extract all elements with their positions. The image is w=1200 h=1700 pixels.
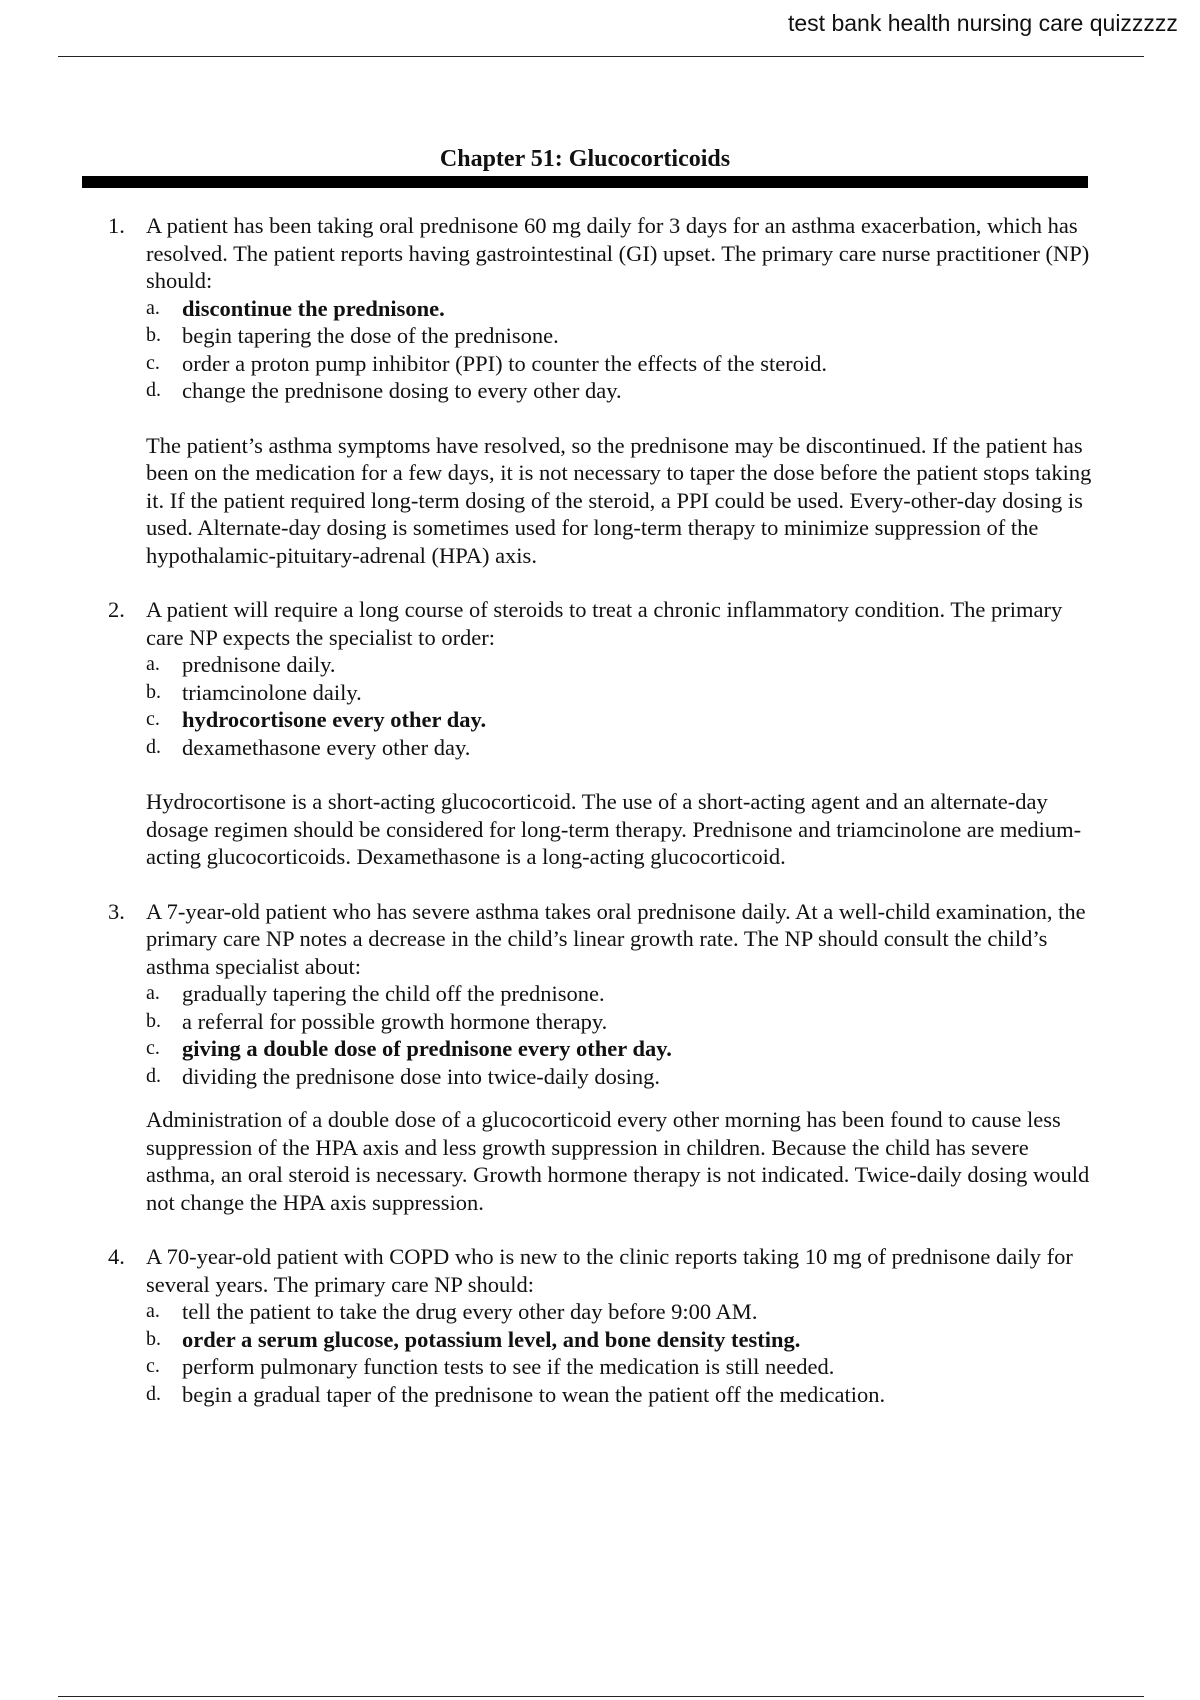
option-letter: d. [146, 735, 161, 758]
chapter-title: Chapter 51: Glucocorticoids [439, 146, 731, 172]
option-d [146, 377, 1098, 405]
option-b [146, 1326, 1098, 1354]
option-c [146, 706, 1098, 734]
option-c [146, 1353, 1098, 1381]
footer-divider [58, 1696, 1144, 1697]
option-d [146, 734, 1098, 762]
option-a [146, 980, 1098, 1008]
option-d [146, 1381, 1098, 1409]
option-b [146, 322, 1098, 350]
option-text: tell the patient to take the drug every other day before 9:00 AM. [182, 1299, 758, 1324]
option-a [146, 651, 1098, 679]
option-letter: c. [146, 1355, 160, 1377]
option-c [146, 350, 1098, 378]
question-text: A patient will require a long course of steroids to treat a chronic inflammatory condition. The primary care NP expects the specialist to order: [146, 597, 1063, 650]
option-text: hydrocortisone every other day. [182, 707, 487, 732]
question-number: 4. [108, 1244, 125, 1269]
option-letter: b. [146, 1009, 161, 1032]
option-d [146, 1063, 1098, 1091]
option-a [146, 295, 1098, 323]
question-stem [108, 898, 1098, 981]
answer-options [108, 1298, 1098, 1408]
question-number: 2. [108, 597, 125, 622]
option-text: begin a gradual taper of the prednisone to wean the patient off the medication. [182, 1381, 886, 1407]
option-text: order a proton pump inhibitor (PPI) to counter the effects of the steroid. [182, 350, 828, 376]
option-letter: d. [146, 1382, 161, 1405]
option-text: dexamethasone every other day. [182, 734, 471, 760]
question-text: A 70-year-old patient with COPD who is new to the clinic reports taking 10 mg of prednisone daily for several years. The primary care NP should: [146, 1244, 1073, 1297]
title-bar [82, 176, 1088, 188]
option-letter: b. [146, 324, 161, 346]
running-header: test bank health nursing care quizzzzz [788, 10, 1178, 36]
answer-options [108, 295, 1098, 405]
option-letter: d. [146, 379, 161, 401]
option-text: a referral for possible growth hormone therapy. [182, 1008, 608, 1034]
question-1 [108, 212, 1098, 569]
rationale: Hydrocortisone is a short-acting glucocorticoid. The use of a short-acting agent and an alternate-day dosage regimen should be considered for long-term therapy. Prednisone and triamcinolone are medium-acting glucocorticoids. Dexamethasone is a long-acting glucocorticoid. [146, 789, 1082, 869]
option-text: perform pulmonary function tests to see if the medication is still needed. [182, 1354, 835, 1379]
answer-options [108, 980, 1098, 1090]
question-stem [108, 212, 1098, 295]
option-b [146, 679, 1098, 707]
question-text: A patient has been taking oral prednisone 60 mg daily for 3 days for an asthma exacerbation, which has resolved. The patient reports having gastrointestinal (GI) upset. The primary care nurse practitioner (NP) should: [146, 213, 1090, 293]
option-b [146, 1008, 1098, 1036]
question-stem [108, 596, 1098, 651]
option-text: dividing the prednisone dose into twice-daily dosing. [182, 1063, 661, 1089]
option-letter: a. [146, 1300, 160, 1322]
option-text: discontinue the prednisone. [182, 295, 445, 321]
rationale: Administration of a double dose of a glucocorticoid every other morning has been found to cause less suppression of the HPA axis and less growth suppression in children. Because the child has severe asthma, an oral steroid is necessary. Growth hormone therapy is not indicated. Twice-daily dosing would not change the HPA axis suppression. [146, 1107, 1090, 1215]
question-3 [108, 898, 1098, 1217]
option-letter: a. [146, 653, 160, 675]
option-text: giving a double dose of prednisone every other day. [182, 1036, 672, 1061]
question-2 [108, 596, 1098, 871]
question-number: 1. [108, 213, 125, 238]
option-letter: b. [146, 1327, 161, 1350]
option-text: change the prednisone dosing to every other day. [182, 378, 622, 403]
option-a [146, 1298, 1098, 1326]
question-stem [108, 1243, 1098, 1298]
answer-options [108, 651, 1098, 761]
question-number: 3. [108, 898, 125, 924]
option-letter: a. [146, 296, 160, 319]
header-divider [58, 56, 1144, 57]
option-letter: c. [146, 351, 160, 374]
option-text: order a serum glucose, potassium level, and bone density testing. [182, 1326, 801, 1352]
question-4 [108, 1243, 1098, 1408]
option-text: begin tapering the dose of the prednisone. [182, 323, 559, 348]
option-letter: c. [146, 1037, 160, 1059]
option-text: prednisone daily. [182, 652, 336, 677]
option-letter: d. [146, 1064, 161, 1087]
option-letter: b. [146, 680, 161, 703]
option-text: triamcinolone daily. [182, 679, 362, 705]
question-list [108, 212, 1098, 1435]
option-text: gradually tapering the child off the prednisone. [182, 981, 605, 1006]
option-letter: a. [146, 982, 160, 1004]
option-letter: c. [146, 708, 160, 730]
question-text: A 7-year-old patient who has severe asthma takes oral prednisone daily. At a well-child examination, the primary care NP notes a decrease in the child’s linear growth rate. The NP should consult the child’s asthma specialist about: [146, 898, 1086, 979]
rationale: The patient’s asthma symptoms have resolved, so the prednisone may be discontinued. If the patient has been on the medication for a few days, it is not necessary to taper the dose before the patient stops taking it. If the patient required long-term dosing of the steroid, a PPI could be used. Every-other-day dosing is used. Alternate-day dosing is sometimes used for long-term therapy to minimize suppression of the hypothalamic-pituitary-adrenal (HPA) axis. [146, 432, 1092, 568]
option-c [146, 1035, 1098, 1063]
